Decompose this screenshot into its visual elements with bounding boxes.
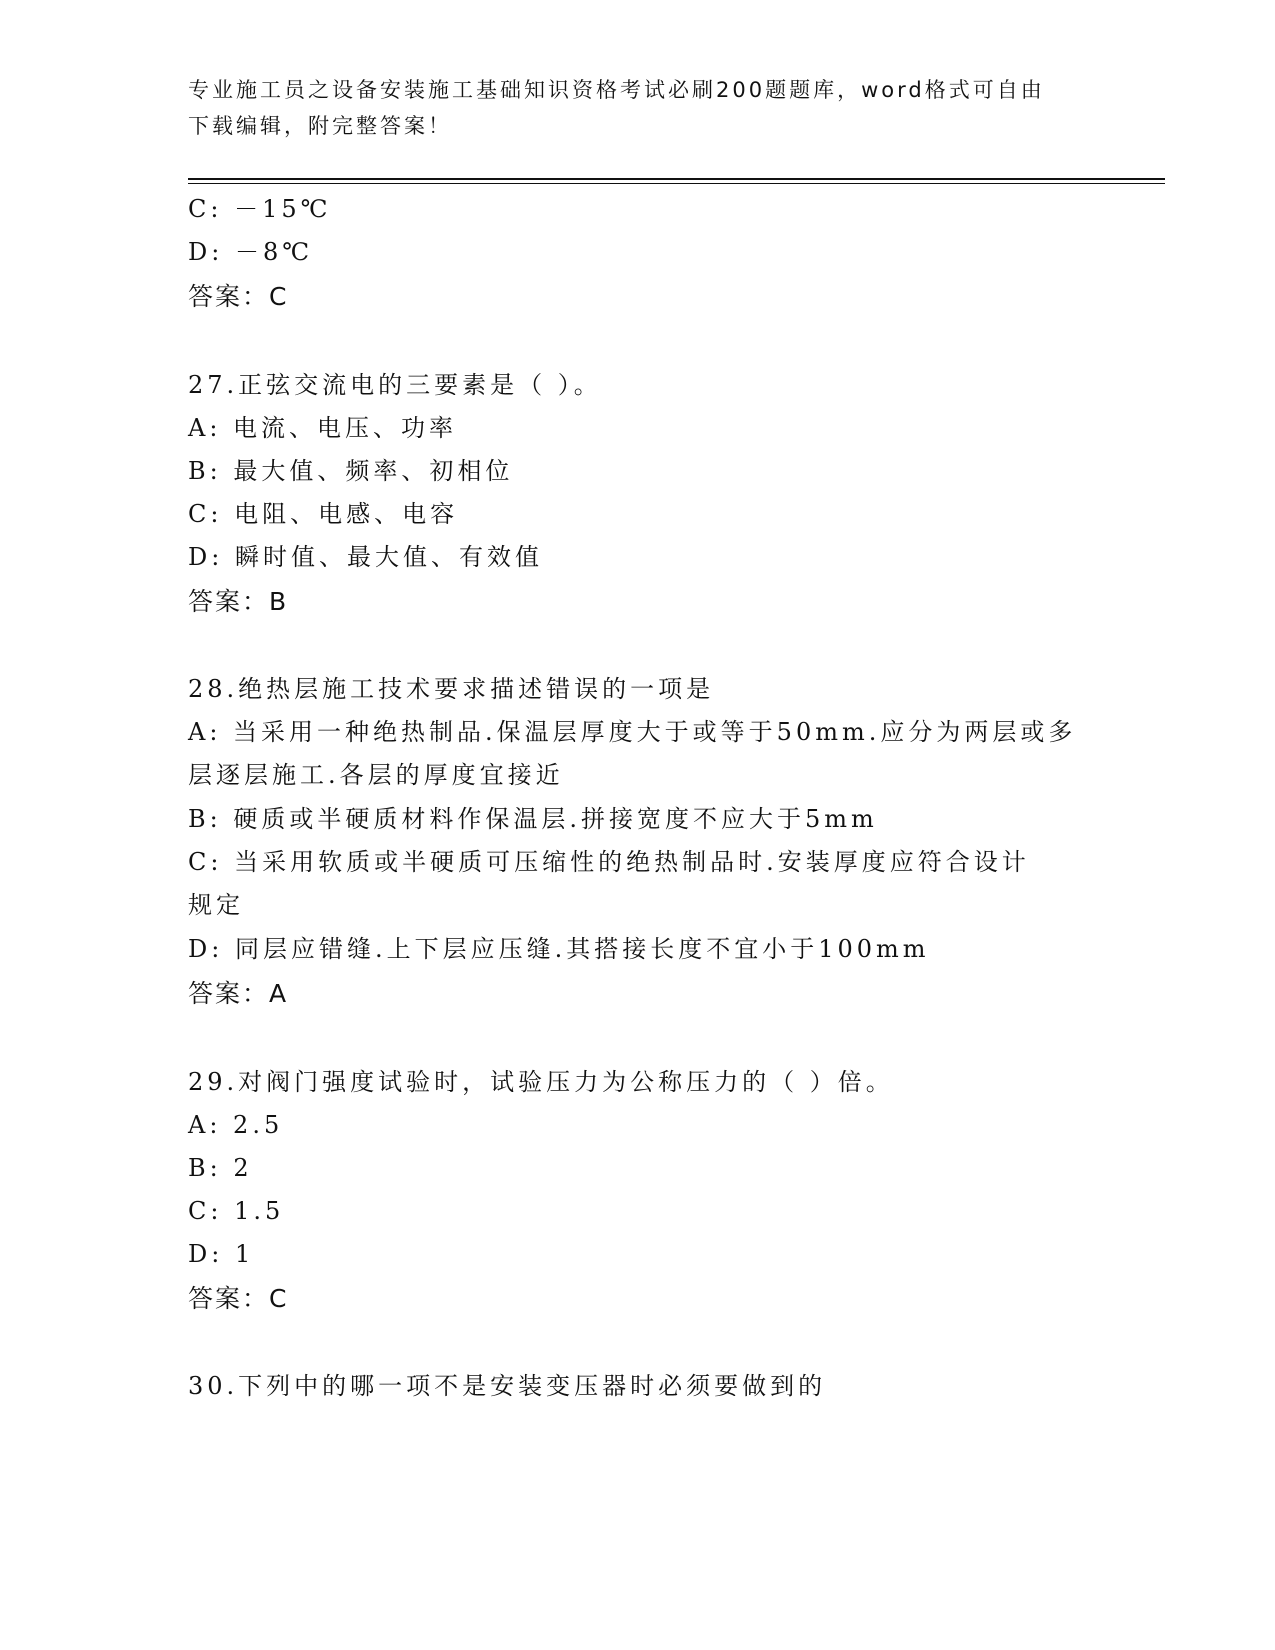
- q28-option-a-line-1: A: 当采用一种绝热制品.保温层厚度大于或等于50mm.应分为两层或多: [188, 718, 1077, 746]
- q27-question: 27.正弦交流电的三要素是（ ）。: [188, 371, 602, 399]
- q28-option-c-line-1: C: 当采用软质或半硬质可压缩性的绝热制品时.安装厚度应符合设计: [188, 848, 1030, 876]
- q29-option-d: D: 1: [188, 1240, 255, 1268]
- q28-option-a-line-2: 层逐层施工.各层的厚度宜接近: [188, 761, 564, 789]
- q27-option-c: C: 电阻、电感、电容: [188, 500, 459, 528]
- q28-option-c-line-2: 规定: [188, 891, 244, 919]
- q27-option-a: A: 电流、电压、功率: [188, 414, 458, 442]
- q26-option-d: D: －8℃: [188, 238, 314, 266]
- q27-option-b: B: 最大值、频率、初相位: [188, 457, 514, 485]
- q29-question: 29.对阀门强度试验时，试验压力为公称压力的（ ）倍。: [188, 1068, 894, 1096]
- q29-option-c: C: 1.5: [188, 1197, 285, 1225]
- q28-option-d: D: 同层应错缝.上下层应压缝.其搭接长度不宜小于100mm: [188, 935, 930, 963]
- q27-option-d: D: 瞬时值、最大值、有效值: [188, 543, 543, 571]
- header-divider-thin: [188, 183, 1165, 184]
- q29-answer: 答案：C: [188, 1284, 289, 1313]
- q27-answer: 答案：B: [188, 587, 289, 616]
- header-line-2: 下载编辑，附完整答案！: [188, 114, 452, 138]
- header-line-1: 专业施工员之设备安装施工基础知识资格考试必刷200题题库，word格式可自由: [188, 78, 1045, 102]
- q28-answer: 答案：A: [188, 979, 289, 1008]
- header-divider-thick: [188, 178, 1165, 180]
- q26-option-c: C: －15℃: [188, 195, 332, 223]
- q28-option-b: B: 硬质或半硬质材料作保温层.拼接宽度不应大于5mm: [188, 805, 878, 833]
- q30-question: 30.下列中的哪一项不是安装变压器时必须要做到的: [188, 1372, 827, 1400]
- document-header: [188, 72, 1088, 144]
- q28-question: 28.绝热层施工技术要求描述错误的一项是: [188, 675, 715, 703]
- q29-option-b: B: 2: [188, 1154, 253, 1182]
- q26-answer: 答案：C: [188, 282, 289, 311]
- q29-option-a: A: 2.5: [188, 1111, 284, 1139]
